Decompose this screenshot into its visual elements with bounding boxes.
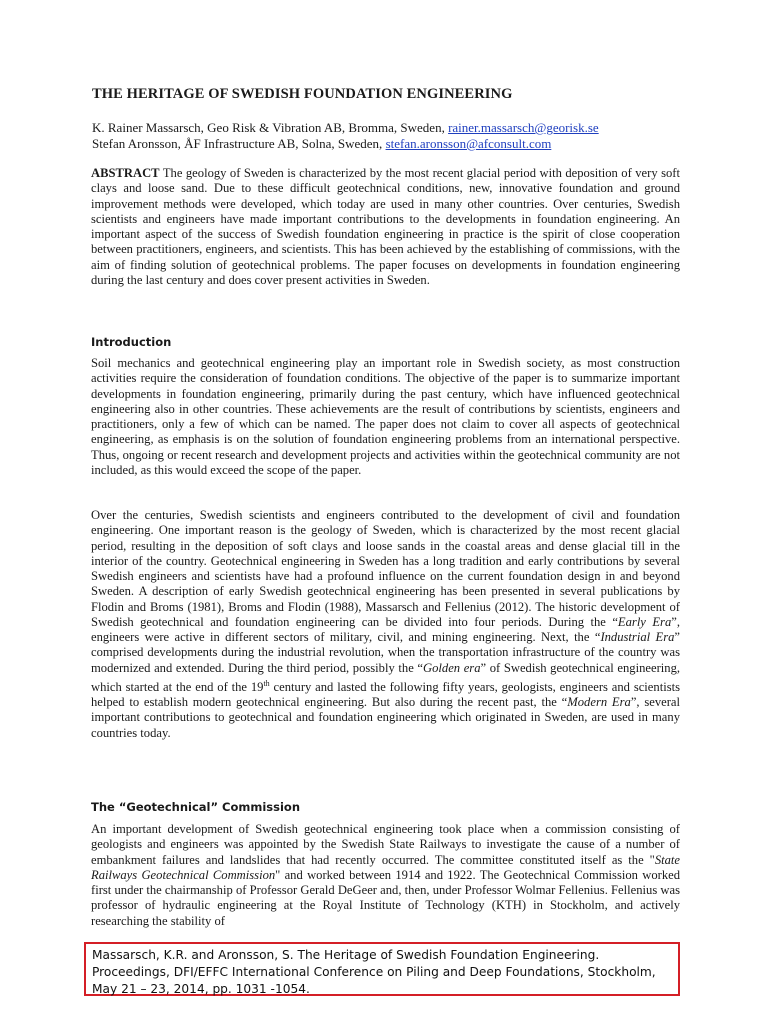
- era-term: Golden era: [423, 660, 481, 675]
- author-email-link[interactable]: rainer.massarsch@georisk.se: [448, 120, 599, 135]
- paragraph: [91, 822, 680, 929]
- text-run: ”, engineers were active in different sectors of military, civil, and mining engineering. Next, the “: [91, 614, 680, 644]
- text-run: ” comprised developments during the industrial revolution, when the transportation infrastructure of the country was modernized and extended. During the third period, possibly the “: [91, 630, 680, 675]
- text-run: ”, several important contributions to geotechnical and foundation engineering which originated in Sweden, are used in many countries today.: [91, 695, 681, 740]
- author-line: [92, 136, 692, 152]
- text-run: century and lasted the following fifty years, geologists, engineers and scientists helped to establish modern geotechnical engineering. But also during the recent past, the “: [91, 679, 680, 710]
- abstract-label: ABSTRACT: [91, 166, 160, 180]
- author-affiliation: K. Rainer Massarsch, Geo Risk & Vibration AB, Bromma, Sweden,: [92, 120, 449, 135]
- citation-box: Massarsch, K.R. and Aronsson, S. The Heritage of Swedish Foundation Engineering. Proceedings, DFI/EFFC International Conference on Piling and Deep Foundations, Stockholm, May 21 – 23, 2014, pp. 1031 -1054.: [84, 942, 680, 996]
- section-heading-commission: The “Geotechnical” Commission: [91, 800, 301, 814]
- section-heading-introduction: Introduction: [91, 335, 172, 349]
- text-run: ” of Swedish geotechnical engineering, which started at the end of the 19: [91, 660, 681, 694]
- author-affiliation: Stefan Aronsson, ÅF Infrastructure AB, Solna, Sweden,: [92, 136, 386, 151]
- paragraph: [91, 508, 680, 741]
- era-term: Modern Era: [567, 695, 631, 710]
- text-run: An important development of Swedish geotechnical engineering took place when a commission consisting of geologists and engineers was appointed by the Swedish State Railways to investigate the cause of a number of embankment failures and landslides that had recently occurred. The committee constituted itself as the ": [91, 822, 680, 867]
- author-email-link[interactable]: stefan.aronsson@afconsult.com: [385, 136, 552, 151]
- author-line: [92, 120, 692, 136]
- text-run: " and worked between 1914 and 1922. The Geotechnical Commission worked first under the chairmanship of Professor Gerald DeGeer and, then, under Professor Wolmar Fellenius. Fellenius was professor of hydraulic engineering at the Royal Institute of Technology (KTH) in Stockholm, and actively researching the stability of: [91, 867, 681, 928]
- abstract: [91, 166, 680, 288]
- text-run: Over the centuries, Swedish scientists and engineers contributed to the development of civil and foundation engineering. One important reason is the geology of Sweden, which is characterized by the most recent glacial period, resulting in the deposition of soft clays and loose sands in the coastal areas and dense glacial till in the interior of the country. Geotechnical engineering in Sweden has a long tradition and early contributions by several Swedish engineers and scientists have had a profound influence on the current foundation design in and beyond Sweden. A description of early Swedish geotechnical engineering has been presented in several publications by Flodin and Broms (1981), Broms and Flodin (1988), Massarsch and Fellenius (2012). The historic development of Swedish geotechnical and foundation engineering can be divided into four periods. During the “: [91, 508, 680, 629]
- era-term: Industrial Era: [600, 630, 675, 644]
- paragraph: Soil mechanics and geotechnical engineering play an important role in Swedish society, as most construction activities require the consideration of foundation conditions. The objective of the paper is to summarize important developments in foundation engineering, primarily during the past century, which have influenced geotechnical engineering also in other countries. These achievements are the result of contributions by scientists, engineers and practitioners, only a few of which can be named. The paper does not claim to cover all aspects of geotechnical engineering, as emphasis is on the solution of foundation engineering problems from an international perspective. Thus, ongoing or recent research and development projects and activities within the geotechnical community are not included, as this would exceed the scope of the paper.: [91, 356, 680, 477]
- author-list: [92, 120, 692, 152]
- paper-title: THE HERITAGE OF SWEDISH FOUNDATION ENGINEERING: [92, 86, 513, 102]
- superscript: th: [263, 678, 270, 688]
- era-term: Early Era: [617, 614, 672, 629]
- commission-name: State Railways Geotechnical Commission: [91, 852, 680, 882]
- abstract-text: The geology of Sweden is characterized by the most recent glacial period with deposition of very soft clays and loose sand. Due to these difficult geotechnical conditions, new, innovative foundation and ground improvement methods were developed, which today are used in many other countries. Over centuries, Swedish scientists and engineers have made important contributions to the developments in foundation engineering. An important aspect of the success of Swedish foundation engineering in practice is the spirit of close cooperation between practitioners, engineers, and scientists. This has been achieved by the establishing of commissions, with the aim of finding solution of geotechnical problems. The paper focuses on developments in foundation engineering during the last century and does cover present activities in Sweden.: [91, 166, 680, 287]
